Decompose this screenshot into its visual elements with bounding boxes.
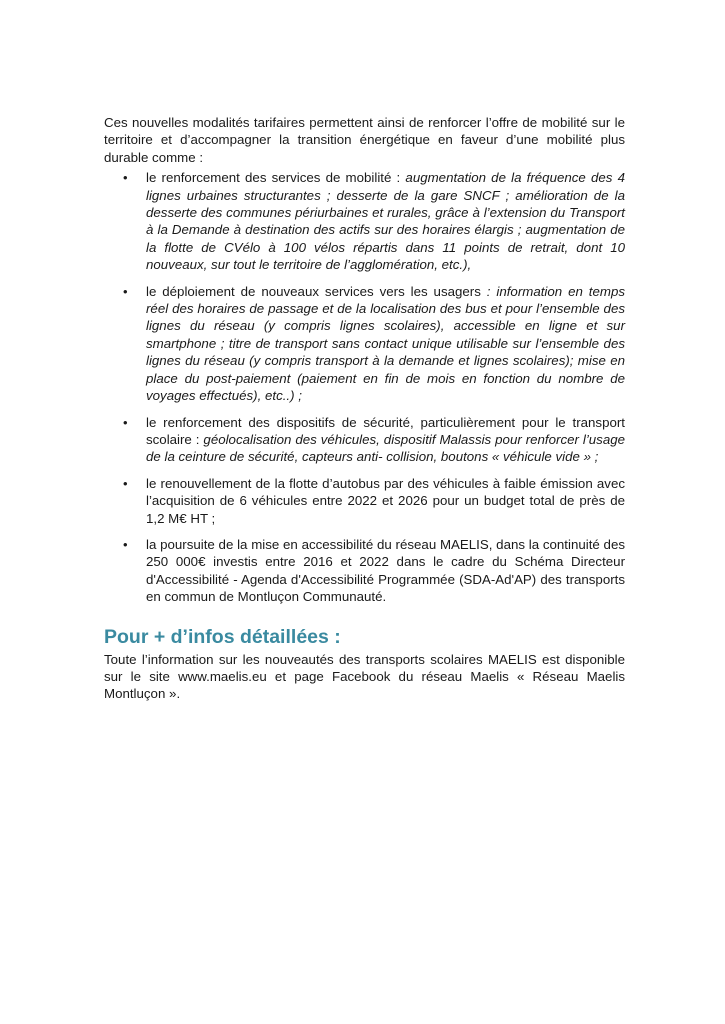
list-item <box>104 536 625 606</box>
bullet-icon: • <box>123 170 128 186</box>
list-item <box>104 283 625 405</box>
bullet-lead: la poursuite de la mise en accessibilité du réseau MAELIS, dans la continuité des 250 000€ investis entre 2016 et 2022 dans le cadre du Schéma Directeur d'Accessibilité - Agenda d'Accessibilité Programmée (SDA-Ad'AP) des transports en commun de Montluçon Communauté. <box>146 536 625 605</box>
bullet-lead: le déploiement de nouveaux services vers les usagers <box>146 283 487 299</box>
section-heading: Pour + d’infos détaillées : <box>104 625 341 648</box>
bullet-icon: • <box>123 536 128 552</box>
bullet-icon: • <box>123 283 128 299</box>
page-content <box>104 114 625 703</box>
bullet-detail: géolocalisation des véhicules, dispositif Malassis pour renforcer l’usage de la ceinture de sécurité, capteurs anti- collision, boutons « véhicule vide » ; <box>146 431 626 465</box>
outro-paragraph: Toute l’information sur les nouveautés des transports scolaires MAELIS est disponible sur le site www.maelis.eu et page Facebook du réseau Maelis « Réseau Maelis Montluçon ». <box>104 651 625 702</box>
list-item <box>104 169 625 273</box>
intro-paragraph: Ces nouvelles modalités tarifaires permettent ainsi de renforcer l’offre de mobilité sur le territoire et d’accompagner la transition énergétique en faveur d’une mobilité plus durable comme : <box>104 115 625 165</box>
bullet-icon: • <box>123 414 128 430</box>
bullet-icon: • <box>123 475 128 491</box>
bullet-detail: augmentation de la fréquence des 4 lignes urbaines structurantes ; desserte de la gare SNCF ; amélioration de la desserte des communes périurbaines et rurales, grâce à l’extension du Transport à la Demande à destination des actifs sur des horaires élargis ; augmentation de la flotte de CVélo à 100 vélos répartis dans 11 points de retrait, dont 10 nouveaux, sur tout le territoire de l’agglomération, etc.), <box>146 170 625 273</box>
bullet-list <box>104 169 625 605</box>
bullet-lead: le renforcement des dispositifs de sécurité, particulièrement pour le transport scolaire : <box>146 414 625 447</box>
list-item <box>104 414 625 466</box>
bullet-detail: : information en temps réel des horaires de passage et de la localisation des bus et pour l’ensemble des lignes du réseau (y compris lignes scolaires), accessible en ligne et sur smartphone ; titre de transport sans contact unique utilisable sur l’ensemble des lignes du réseau (y compris transport à la demande et lignes scolaires); mise en place du post-paiement (paiement en fin de mois en fonction du nombre de voyages effectués), etc..) ; <box>146 283 625 404</box>
bullet-lead: le renforcement des services de mobilité : <box>146 170 406 186</box>
bullet-lead: le renouvellement de la flotte d’autobus par des véhicules à faible émission avec l’acquisition de 6 véhicules entre 2022 et 2026 pour un budget total de près de 1,2 M€ HT ; <box>146 475 625 526</box>
list-item <box>104 475 625 527</box>
